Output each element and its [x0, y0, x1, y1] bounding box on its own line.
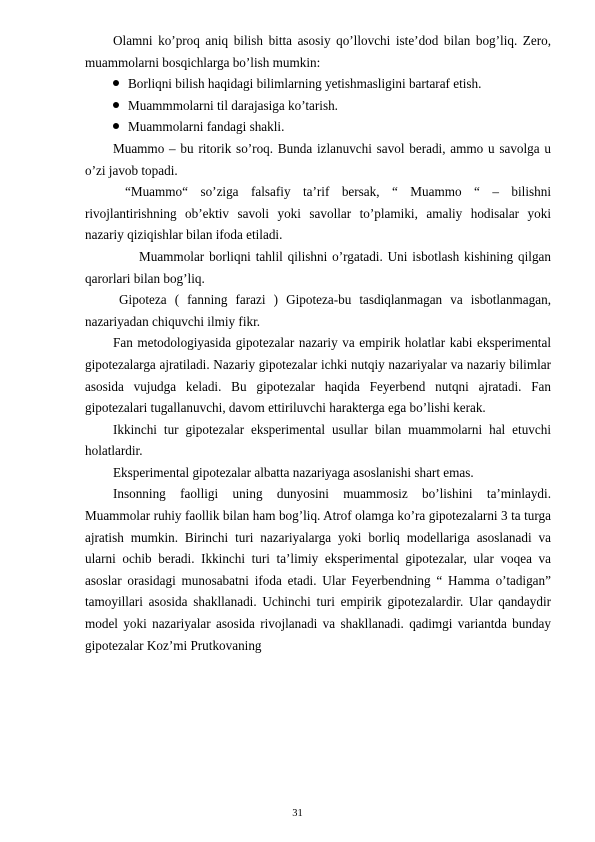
paragraph-experimental: Eksperimental gipotezalar albatta nazariyaga asoslanishi shart emas. [113, 464, 474, 480]
page-number: 31 [292, 808, 303, 819]
paragraph-activity: Insonning faolligi uning dunyosini muammosiz bo’lishini ta’minlaydi. Muammolar ruhiy faollik bilan ham bog’liq. Atrof olamga ko’ra gipotezalarni 3 ta turga ajratish mumkin. Birinchi turi nazariyalarga yoki borliq modellariga asoslanadi va ularni ochib beradi. Ikkinchi turi ta’limiy eksperimental gipotezalar, ular voqea va asoslar orasidagi munosabatni ifoda etadi. Ular Feyerbendning “ Hamma o’tadigan” tamoyillari asosida shakllanadi. Uchinchi turi empirik gipotezalardir. Ular qandaydir model yoki nazariyalar asosida rivojlanadi va shakllanadi. qadimgi variantda bunday gipotezalar Koz’mi Prutkovaning [85, 486, 551, 653]
paragraph-methodology: Fan metodologiyasida gipotezalar nazariy va empirik holatlar kabi eksperimental gipotezalarga ajratiladi. Nazariy gipotezalar ichki nutqiy nazariyalar va nazariy bilimlar asosida vujudga keladi. Bu gipotezalar haqida Feyerbend nutqni ajratadi. Fan gipotezalari tugallanuvchi, davom ettiriluvchi harakterga ega bo’lishi kerak. [85, 335, 551, 416]
paragraph-muammo-definition: Muammo – bu ritorik so’roq. Bunda izlanuvchi savol beradi, ammo u savolga u o’zi javob topadi. [85, 140, 551, 178]
list-item: Muammolarni fandagi shakli. [113, 116, 551, 138]
bullet-list [85, 73, 551, 138]
paragraph-intro: Olamni ko’proq aniq bilish bitta asosiy qo’llovchi iste’dod bilan bog’liq. Zero, muammolarni bosqichlarga bo’lish mumkin: [85, 33, 551, 70]
bullet-icon [113, 80, 119, 86]
paragraph-muammo-analysis: Muammolar borliqni tahlil qilishni o’rgatadi. Uni isbotlash kishining qilgan qarorlari bilan bog’liq. [85, 248, 551, 286]
list-item: Borliqni bilish haqidagi bilimlarning yetishmasligini bartaraf etish. [113, 73, 551, 95]
paragraph-muammo-philosophy: “Muammo“ so’ziga falsafiy ta’rif bersak, “ Muammo “ – bilishni rivojlantirishning ob’ektiv savoli yoki savollar to’plamiki, amaliy hodisalar yoki nazariy qiziqishlar bilan ifoda etiladi. [85, 184, 551, 243]
paragraph-gipoteza: Gipoteza ( fanning farazi ) Gipoteza-bu tasdiqlanmagan va isbotlanmagan, nazariyadan chiquvchi ilmiy fikr. [85, 292, 551, 329]
bullet-icon [113, 102, 119, 108]
list-item: Muammmolarni til darajasiga ko’tarish. [113, 95, 551, 117]
bullet-icon [113, 123, 119, 129]
paragraph-second-type: Ikkinchi tur gipotezalar eksperimental usullar bilan muammolarni hal etuvchi holatlardir. [85, 421, 551, 459]
document-body [85, 30, 551, 656]
